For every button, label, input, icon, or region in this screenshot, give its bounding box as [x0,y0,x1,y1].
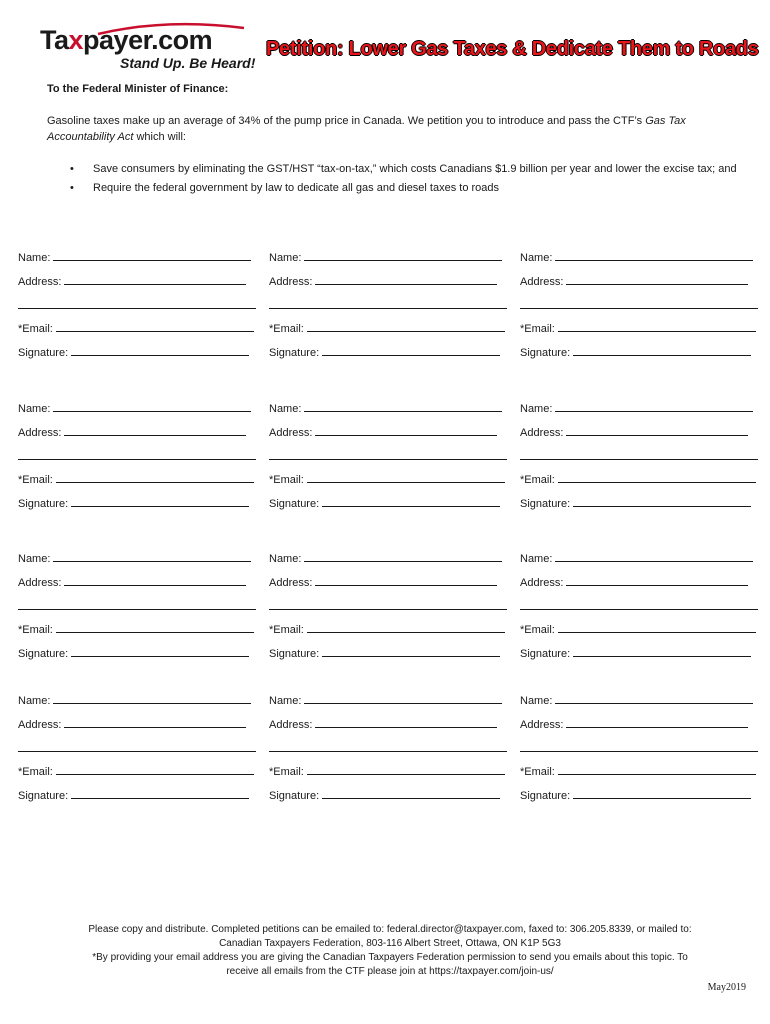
address-field[interactable] [520,717,766,731]
blank-line[interactable] [18,449,256,460]
blank-line[interactable] [555,551,753,562]
signature-field[interactable] [520,646,766,660]
bullet-list [70,161,742,199]
footer-line: receive all emails from the CTF please join at https://taxpayer.com/join-us/ [226,966,554,977]
name-label: Name: [18,695,51,707]
blank-line[interactable] [307,764,505,775]
name-field[interactable] [18,551,264,565]
signature-label: Signature: [269,347,320,359]
name-label: Name: [269,252,302,264]
bullet-item: • Save consumers by eliminating the GST/HST “tax-on-tax,” which costs Canadians $1.9 billion per year and lower the excise tax; and [70,161,742,177]
signature-label: Signature: [269,790,320,802]
blank-line[interactable] [322,345,500,356]
signer-entry [520,250,766,370]
address-field[interactable] [520,425,766,439]
signer-entry [18,250,264,370]
blank-line[interactable] [71,788,249,799]
signature-label: Signature: [18,498,69,510]
address-line2-field[interactable] [18,298,264,312]
blank-line[interactable] [520,741,758,752]
blank-line[interactable] [56,321,254,332]
blank-line[interactable] [315,575,497,586]
signature-field[interactable] [269,788,515,802]
email-label: *Email: [269,323,304,335]
blank-line[interactable] [520,298,758,309]
blank-line[interactable] [64,274,246,285]
signer-entry [269,401,515,521]
blank-line[interactable] [64,425,246,436]
address-field[interactable] [520,274,766,288]
email-field[interactable] [18,622,264,636]
document-date: May2019 [707,982,746,993]
email-field[interactable] [520,321,766,335]
blank-line[interactable] [555,250,753,261]
signer-entry [18,401,264,521]
address-label: Address: [269,427,313,439]
address-line2-field[interactable] [520,741,766,755]
signature-field[interactable] [520,345,766,359]
address-field[interactable] [18,717,264,731]
blank-line[interactable] [56,764,254,775]
name-field[interactable] [18,250,264,264]
taxpayer-logo [40,24,256,74]
email-field[interactable] [520,764,766,778]
footer-line: *By providing your email address you are giving the Canadian Taxpayers Federation permission to send you emails about this topic. To [92,952,688,963]
signature-label: Signature: [18,347,69,359]
email-field[interactable] [520,472,766,486]
name-label: Name: [520,403,553,415]
blank-line[interactable] [269,298,507,309]
address-line2-field[interactable] [269,741,515,755]
name-label: Name: [269,553,302,565]
signature-label: Signature: [269,648,320,660]
email-label: *Email: [18,323,53,335]
blank-line[interactable] [558,472,756,483]
name-label: Name: [18,403,51,415]
address-label: Address: [18,427,62,439]
blank-line[interactable] [269,449,507,460]
blank-line[interactable] [304,250,502,261]
signer-row [18,693,766,813]
blank-line[interactable] [18,599,256,610]
signer-entry [520,693,766,813]
name-field[interactable] [18,693,264,707]
blank-line[interactable] [307,321,505,332]
blank-line[interactable] [558,764,756,775]
signature-field[interactable] [18,496,264,510]
blank-line[interactable] [566,575,748,586]
signature-field[interactable] [520,496,766,510]
address-label: Address: [18,276,62,288]
email-label: *Email: [520,766,555,778]
blank-line[interactable] [566,425,748,436]
address-line2-field[interactable] [269,599,515,613]
blank-line[interactable] [64,717,246,728]
blank-line[interactable] [555,693,753,704]
blank-line[interactable] [573,646,751,657]
blank-line[interactable] [64,575,246,586]
email-label: *Email: [269,766,304,778]
email-label: *Email: [18,474,53,486]
name-field[interactable] [520,551,766,565]
signer-entry [269,693,515,813]
signer-entry [520,551,766,671]
signature-label: Signature: [18,648,69,660]
address-line2-field[interactable] [269,449,515,463]
address-field[interactable] [269,274,515,288]
blank-line[interactable] [315,274,497,285]
signature-label: Signature: [269,498,320,510]
email-field[interactable] [520,622,766,636]
email-field[interactable] [18,764,264,778]
address-label: Address: [18,719,62,731]
address-line2-field[interactable] [18,599,264,613]
signature-field[interactable] [18,646,264,660]
signature-field[interactable] [269,496,515,510]
blank-line[interactable] [322,646,500,657]
address-label: Address: [520,427,564,439]
address-line2-field[interactable] [269,298,515,312]
blank-line[interactable] [558,622,756,633]
address-field[interactable] [269,575,515,589]
email-field[interactable] [269,622,515,636]
signature-label: Signature: [520,790,571,802]
email-field[interactable] [18,472,264,486]
blank-line[interactable] [304,693,502,704]
signer-entry [18,693,264,813]
name-label: Name: [269,695,302,707]
name-label: Name: [18,553,51,565]
blank-line[interactable] [307,622,505,633]
address-label: Address: [520,719,564,731]
address-label: Address: [520,577,564,589]
email-label: *Email: [520,474,555,486]
blank-line[interactable] [322,788,500,799]
signer-entry [18,551,264,671]
email-field[interactable] [269,321,515,335]
blank-line[interactable] [322,496,500,507]
name-label: Name: [18,252,51,264]
name-field[interactable] [269,401,515,415]
address-field[interactable] [269,425,515,439]
address-line2-field[interactable] [520,449,766,463]
name-label: Name: [269,403,302,415]
salutation: To the Federal Minister of Finance: [47,83,229,95]
signature-field[interactable] [18,345,264,359]
intro-paragraph: Gasoline taxes make up an average of 34% of the pump price in Canada. We petition you to introduce and pass the CTF’s Gas Tax Accountability Act which will: [47,115,686,143]
blank-line[interactable] [566,274,748,285]
blank-line[interactable] [520,449,758,460]
email-label: *Email: [18,766,53,778]
blank-line[interactable] [71,345,249,356]
name-label: Name: [520,252,553,264]
email-field[interactable] [269,472,515,486]
address-field[interactable] [269,717,515,731]
blank-line[interactable] [56,622,254,633]
address-label: Address: [269,276,313,288]
signer-entry [269,551,515,671]
address-line2-field[interactable] [520,298,766,312]
bullet-item: • Require the federal government by law to dedicate all gas and diesel taxes to roads [70,180,742,196]
act-name: Gas Tax Accountability Act [47,115,686,143]
blank-line[interactable] [566,717,748,728]
signer-row [18,551,766,671]
email-label: *Email: [520,323,555,335]
blank-line[interactable] [53,250,251,261]
name-field[interactable] [269,693,515,707]
name-field[interactable] [520,250,766,264]
signer-entry [269,250,515,370]
address-line2-field[interactable] [520,599,766,613]
blank-line[interactable] [71,496,249,507]
signer-entry [520,401,766,521]
blank-line[interactable] [520,599,758,610]
email-field[interactable] [18,321,264,335]
blank-line[interactable] [18,741,256,752]
blank-line[interactable] [573,788,751,799]
address-line2-field[interactable] [18,449,264,463]
email-label: *Email: [18,624,53,636]
blank-line[interactable] [56,472,254,483]
address-label: Address: [520,276,564,288]
signature-field[interactable] [269,345,515,359]
blank-line[interactable] [573,345,751,356]
email-label: *Email: [269,624,304,636]
address-line2-field[interactable] [18,741,264,755]
signature-label: Signature: [18,790,69,802]
blank-line[interactable] [558,321,756,332]
blank-line[interactable] [304,401,502,412]
blank-line[interactable] [304,551,502,562]
signature-label: Signature: [520,347,571,359]
email-label: *Email: [269,474,304,486]
blank-line[interactable] [307,472,505,483]
blank-line[interactable] [269,741,507,752]
address-label: Address: [269,719,313,731]
blank-line[interactable] [71,646,249,657]
blank-line[interactable] [315,425,497,436]
blank-line[interactable] [53,401,251,412]
name-field[interactable] [18,401,264,415]
footer-line: Please copy and distribute. Completed petitions can be emailed to: federal.director@taxpayer.com, faxed to: 306.205.8339, or mailed to: [88,924,692,935]
blank-line[interactable] [269,599,507,610]
blank-line[interactable] [315,717,497,728]
address-field[interactable] [18,274,264,288]
address-label: Address: [269,577,313,589]
name-field[interactable] [520,401,766,415]
address-field[interactable] [520,575,766,589]
name-label: Name: [520,695,553,707]
address-field[interactable] [18,425,264,439]
email-field[interactable] [269,764,515,778]
email-label: *Email: [520,624,555,636]
blank-line[interactable] [555,401,753,412]
signature-field[interactable] [520,788,766,802]
signer-row [18,250,766,370]
name-field[interactable] [269,551,515,565]
name-field[interactable] [520,693,766,707]
signature-field[interactable] [269,646,515,660]
logo-wordmark: Taxpayer.com [40,25,213,55]
signer-row [18,401,766,521]
signature-field[interactable] [18,788,264,802]
blank-line[interactable] [53,693,251,704]
page-title: Petition: Lower Gas Taxes & Dedicate Them to Roads [266,38,759,60]
footer-line: Canadian Taxpayers Federation, 803-116 Albert Street, Ottawa, ON K1P 5G3 [219,938,561,949]
address-field[interactable] [18,575,264,589]
blank-line[interactable] [573,496,751,507]
name-label: Name: [520,553,553,565]
blank-line[interactable] [18,298,256,309]
footer-notice [40,923,740,979]
address-label: Address: [18,577,62,589]
name-field[interactable] [269,250,515,264]
signature-label: Signature: [520,498,571,510]
logo-tagline: Stand Up. Be Heard! [120,55,256,71]
blank-line[interactable] [53,551,251,562]
signature-label: Signature: [520,648,571,660]
